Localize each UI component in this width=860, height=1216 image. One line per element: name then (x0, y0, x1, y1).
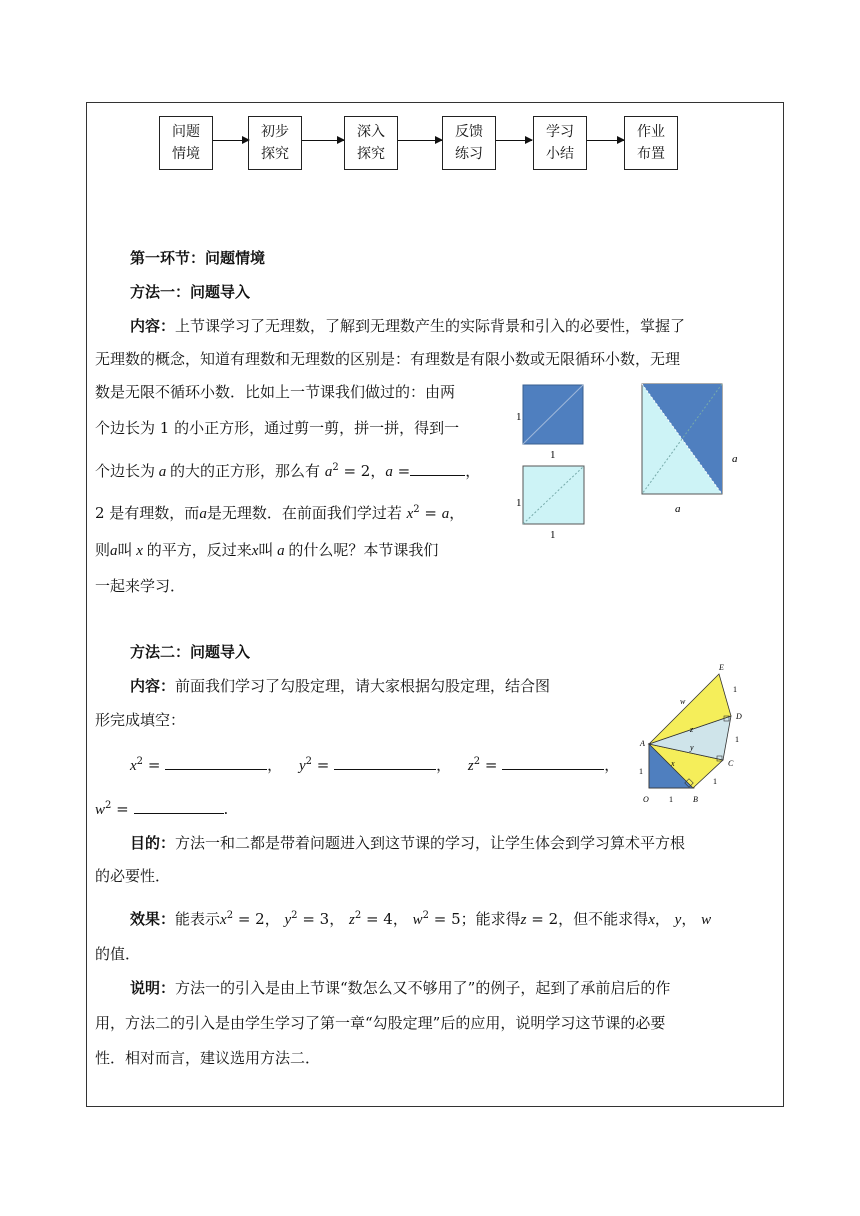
method1-line6: 2 是有理数，而a是无理数．在前面我们学过若 $x^2 = a$， (95, 504, 465, 522)
section-title: 第一环节：问题情境 (130, 249, 266, 267)
purpose-line1: 目的：方法一和二都是带着问题进入到这节课的学习，让学生体会到学习算术平方根 (130, 834, 686, 852)
method1-line5: 个边长为 a 的大的正方形，那么有 $a^2 = 2$，a = ， (95, 462, 481, 480)
method1-line4: 个边长为 1 的小正方形，通过剪一剪，拼一拼，得到一 (95, 419, 460, 437)
method1-line8: 一起来学习． (95, 577, 186, 595)
flow-step-5: 学习 小结 (533, 116, 587, 170)
svg-text:z: z (690, 725, 694, 734)
svg-text:y: y (690, 743, 694, 752)
svg-text:1: 1 (733, 685, 737, 694)
svg-text:1: 1 (516, 497, 522, 509)
svg-text:1: 1 (639, 767, 643, 776)
method1-line2: 无理数的概念，知道有理数和无理数的区别是：有理数是有限小数或无限循环小数，无理 (95, 350, 681, 368)
method1-line3: 数是无限不循环小数．比如上一节课我们做过的：由两 (95, 383, 456, 401)
svg-text:a: a (675, 503, 681, 515)
method1-line7: 则a叫 x 的平方，反过来x叫 a 的什么呢？本节课我们 (95, 541, 439, 559)
flow-step-4: 反馈 练习 (442, 116, 496, 170)
purpose-line2: 的必要性． (95, 867, 171, 885)
svg-text:A: A (640, 739, 645, 748)
content-label: 内容： (130, 317, 176, 335)
method2-line1: 内容：前面我们学习了勾股定理，请大家根据勾股定理，结合图 (130, 677, 551, 695)
square-figure (510, 380, 760, 540)
note-line3: 性．相对而言，建议选用方法二． (95, 1049, 321, 1067)
svg-text:1: 1 (550, 529, 556, 540)
svg-text:C: C (728, 759, 734, 768)
svg-text:D: D (736, 712, 742, 721)
method1-heading: 方法一：问题导入 (130, 283, 251, 301)
flow-arrow (302, 140, 344, 141)
note-line2: 用，方法二的引入是由学生学习了第一章“勾股定理”后的应用，说明学习这节课的必要 (95, 1014, 666, 1032)
flow-step-6: 作业 布置 (624, 116, 678, 170)
fill-blank-w: $w^2$ = . (95, 800, 229, 818)
flow-step-1: 问题 情境 (159, 116, 213, 170)
svg-text:1: 1 (713, 777, 717, 786)
svg-text:1: 1 (735, 735, 739, 744)
svg-text:1: 1 (550, 449, 556, 461)
svg-text:B: B (693, 795, 698, 804)
svg-text:O: O (643, 795, 649, 804)
flow-step-3: 深入 探究 (344, 116, 398, 170)
spiral-figure (635, 660, 755, 810)
method2-heading: 方法二：问题导入 (130, 643, 251, 661)
flow-arrow (213, 140, 249, 141)
fill-blanks-row: $x^2$ = ， $y^2$ = ， $z^2$ = ， (130, 756, 620, 774)
effect-line2: 的值． (95, 945, 141, 963)
svg-text:w: w (680, 697, 686, 706)
effect-line1: 效果：能表示$x^2 = 2$， $y^2 = 3$， $z^2 = 4$， $w^2 = 5$；能求得z = 2，但不能求得x， y， w (130, 910, 712, 928)
svg-text:a: a (732, 453, 738, 465)
method1-line1: 内容：上节课学习了无理数，了解到无理数产生的实际背景和引入的必要性，掌握了 (130, 317, 686, 335)
method2-line2: 形完成填空： (95, 711, 186, 729)
flow-arrow (398, 140, 442, 141)
svg-text:x: x (671, 759, 675, 768)
svg-text:E: E (719, 663, 724, 672)
svg-text:1: 1 (516, 411, 522, 423)
flow-arrow (587, 140, 624, 141)
flow-step-2: 初步 探究 (248, 116, 302, 170)
flow-arrow (496, 140, 532, 141)
svg-text:1: 1 (669, 795, 673, 804)
note-line1: 说明：方法一的引入是由上节课“数怎么又不够用了”的例子，起到了承前启后的作 (130, 979, 671, 997)
